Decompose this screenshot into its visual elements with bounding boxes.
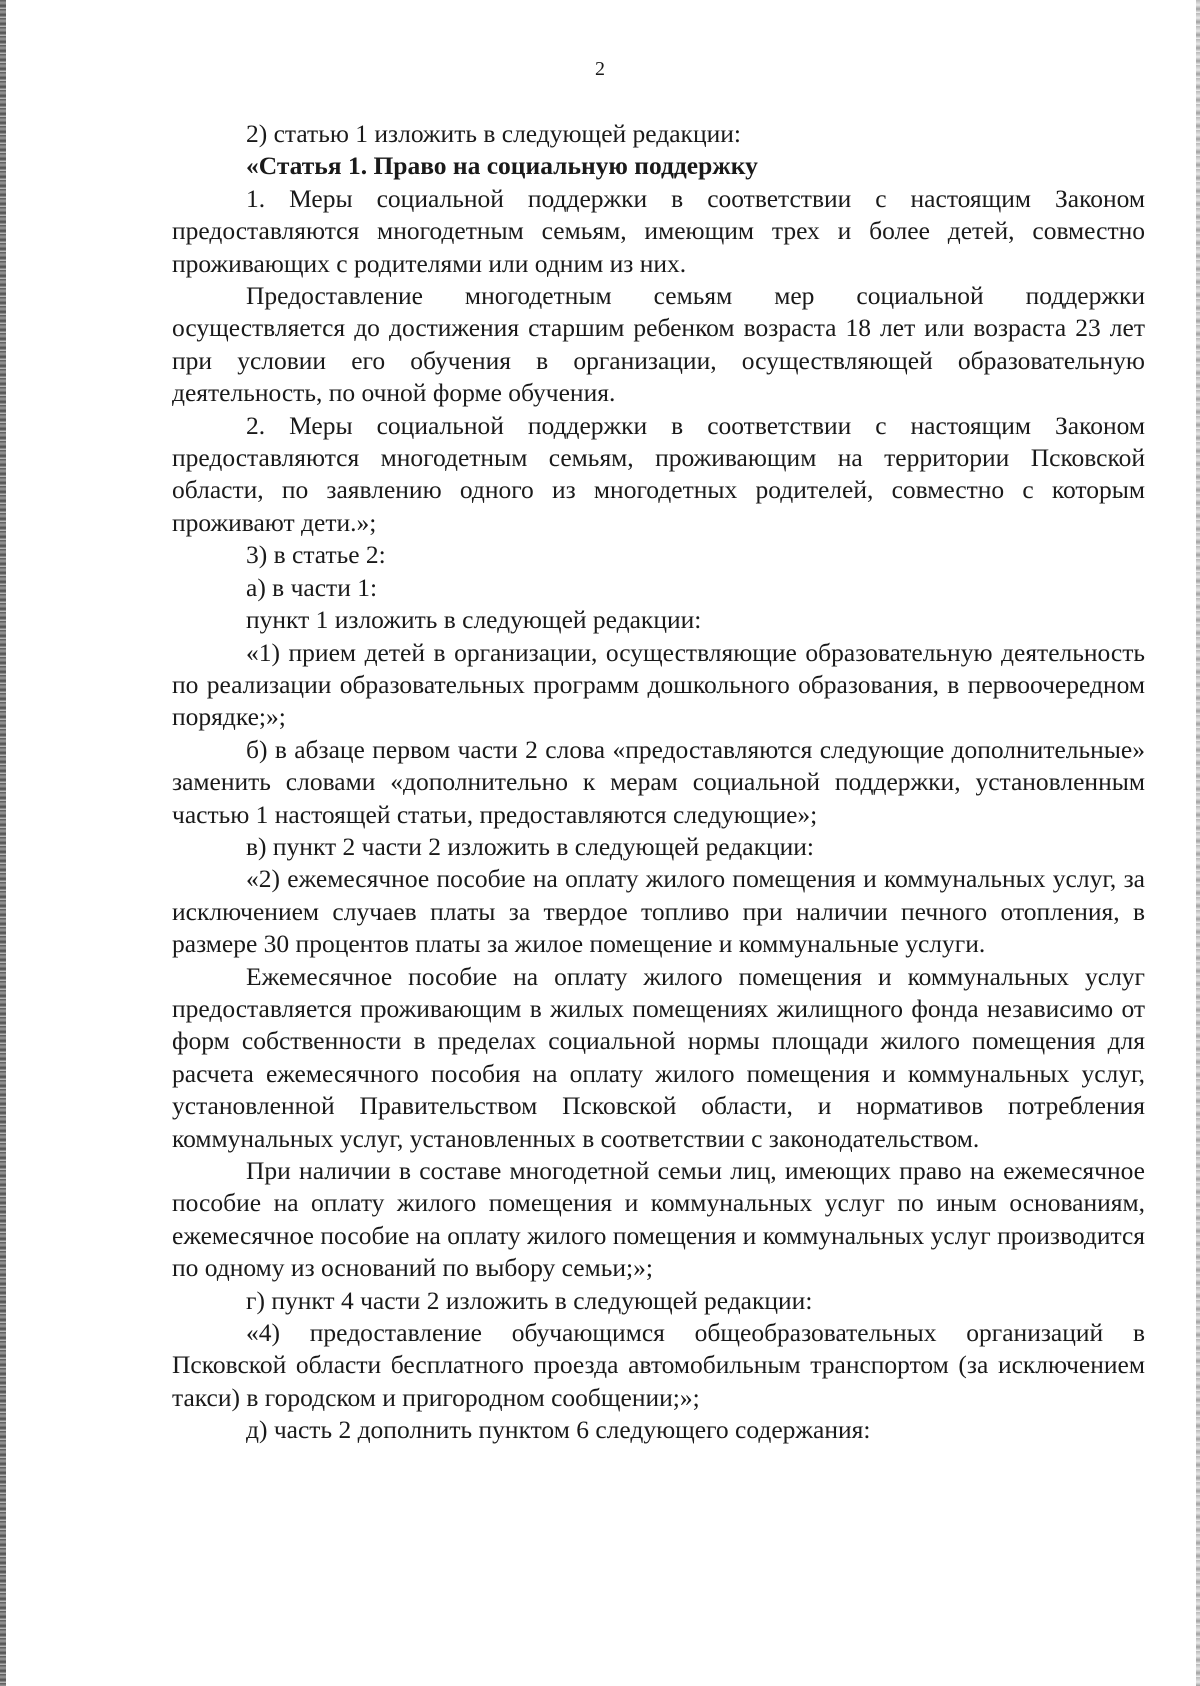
- scan-edge-left: [0, 0, 6, 1686]
- paragraph-point-4-text: «4) предоставление обучающимся общеобразовательных организаций в Псковской области бесплатного проезда автомобильным транспортом (за исключением такси) в городском и пригородном сообщении;»;: [172, 1318, 1145, 1412]
- paragraph-subitem-g: г) пункт 4 части 2 изложить в следующей редакции:: [246, 1285, 813, 1315]
- article-1-heading: «Статья 1. Право на социальную поддержку: [246, 151, 758, 181]
- paragraph-subitem-d: д) часть 2 дополнить пунктом 6 следующего содержания:: [246, 1415, 871, 1445]
- paragraph-amendment-2: 2) статью 1 изложить в следующей редакции:: [246, 119, 741, 148]
- paragraph-subitem-b: б) в абзаце первом части 2 слова «предоставляются следующие дополнительные» заменить словами «дополнительно к мерам социальной поддержки, установленным частью 1 настоящей статьи, предоставляются следующие»;: [172, 734, 1145, 829]
- paragraph-amendment-3: 3) в статье 2:: [246, 540, 386, 570]
- paragraph-article-1-part-1: 1. Меры социальной поддержки в соответствии с настоящим Законом предоставляются многодетным семьям, имеющим трех и более детей, совместно проживающих с родителями или одним из них.: [172, 183, 1145, 278]
- paragraph-subitem-v: в) пункт 2 части 2 изложить в следующей редакции:: [246, 831, 814, 861]
- paragraph-point-2-text: «2) ежемесячное пособие на оплату жилого помещения и коммунальных услуг, за исключением случаев платы за твердое топливо при наличии печного отопления, в размере 30 процентов платы за жилое помещение и коммунальные услуги.: [172, 864, 1145, 959]
- paragraph-other-grounds: При наличии в составе многодетной семьи лиц, имеющих право на ежемесячное пособие на оплату жилого помещения и коммунальных услуг по иным основаниям, ежемесячное пособие на оплату жилого помещения и коммунальных услуг производится по одному из оснований по выбору семьи;»;: [172, 1156, 1145, 1283]
- page-number: 2: [595, 58, 605, 80]
- paragraph-subitem-a: а) в части 1:: [246, 572, 378, 602]
- document-body: [172, 118, 1145, 1447]
- paragraph-point-1-intro: пункт 1 изложить в следующей редакции:: [246, 605, 702, 635]
- paragraph-age-limit: Предоставление многодетным семьям мер социальной поддержки осуществляется до достижения старшим ребенком возраста 18 лет или возраста 23 лет при условии его обучения в организации, осуществляющей образовательную деятельность, по очной форме обучения.: [172, 281, 1145, 408]
- scan-edge-right: [1196, 0, 1200, 1686]
- paragraph-point-1-text: «1) прием детей в организации, осуществляющие образовательную деятельность по реализации образовательных программ дошкольного образования, в первоочередном порядке;»;: [172, 637, 1145, 732]
- paragraph-monthly-allowance: Ежемесячное пособие на оплату жилого помещения и коммунальных услуг предоставляется проживающим в жилых помещениях жилищного фонда независимо от форм собственности в пределах социальной нормы площади жилого помещения для расчета ежемесячного пособия на оплату жилого помещения и коммунальных услуг, установленной Правительством Псковской области, и нормативов потребления коммунальных услуг, установленных в соответствии с законодательством.: [172, 961, 1145, 1153]
- paragraph-article-1-part-2: 2. Меры социальной поддержки в соответствии с настоящим Законом предоставляются многодетным семьям, проживающим на территории Псковской области, по заявлению одного из многодетных родителей, совместно с которым проживают дети.»;: [172, 410, 1145, 537]
